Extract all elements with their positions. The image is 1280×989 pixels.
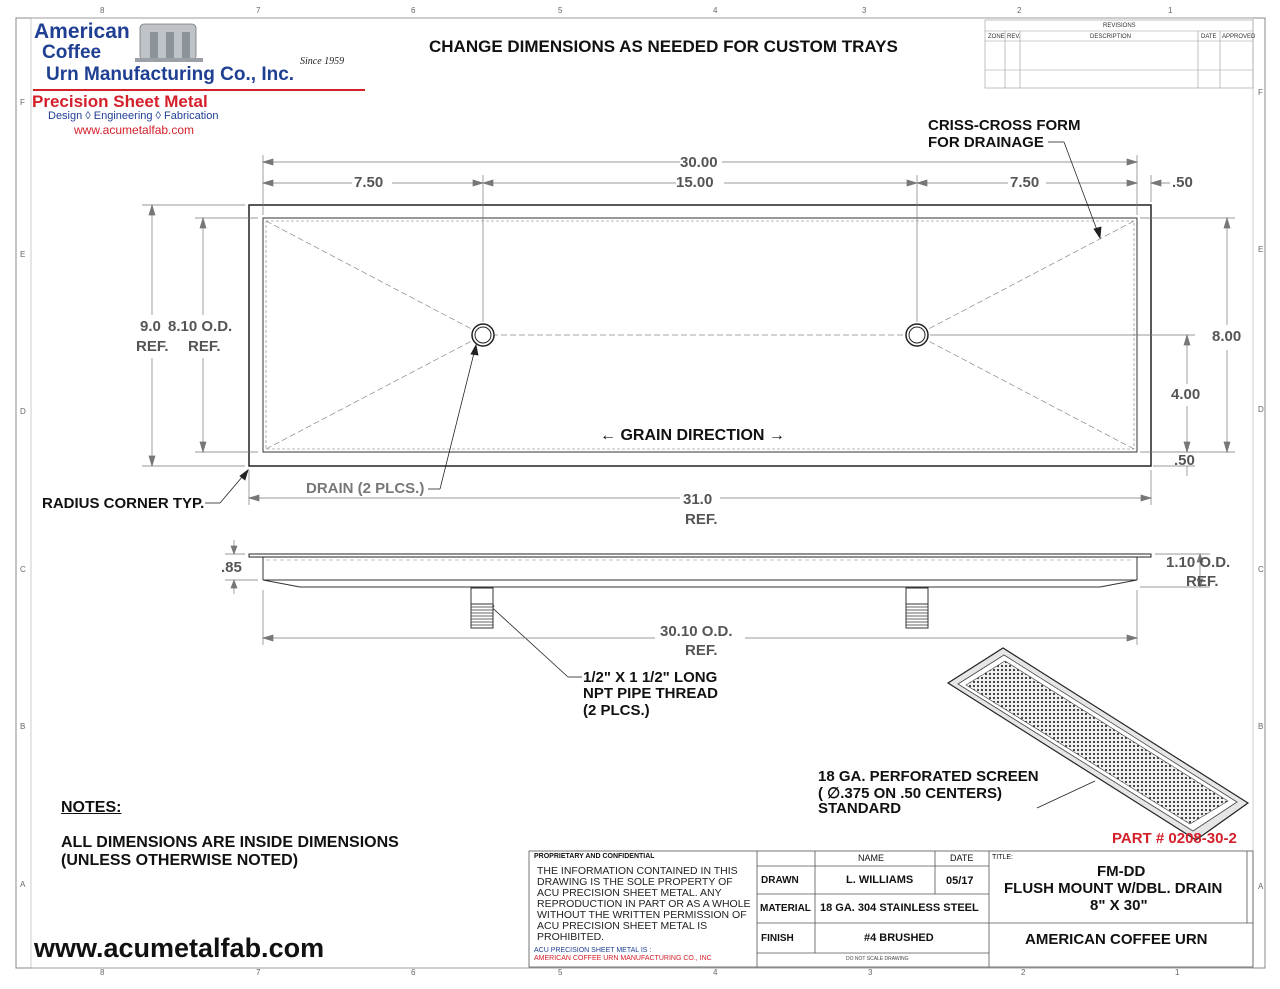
dim-half: 15.00 <box>676 174 714 191</box>
dim-height-ref-label: REF. <box>136 338 169 355</box>
callout-radius-corner: RADIUS CORNER TYP. <box>42 495 205 512</box>
callout-screen-2: ( ∅.375 ON .50 CENTERS) <box>818 785 1002 802</box>
ruler-bottom-8: 8 <box>100 968 105 977</box>
zone-right-b: B <box>1258 722 1264 731</box>
callout-pipe-thread-3: (2 PLCS.) <box>583 702 650 719</box>
notes-title: NOTES: <box>61 799 122 816</box>
dim-depth: .85 <box>221 559 242 576</box>
footer-url: www.acumetalfab.com <box>34 933 325 963</box>
do-not-scale: DO NOT SCALE DRAWING <box>846 956 909 962</box>
name-header: NAME <box>858 853 885 863</box>
title-line-2: FLUSH MOUNT W/DBL. DRAIN <box>1004 880 1223 897</box>
coffee-urn-icon <box>135 24 203 62</box>
zone-left-b: B <box>20 722 26 731</box>
ruler-bottom-6: 6 <box>411 968 416 977</box>
logo-tagline: Precision Sheet Metal <box>32 92 208 111</box>
acu-line-1: ACU PRECISION SHEET METAL IS : <box>534 947 652 954</box>
isometric-view <box>948 648 1248 840</box>
zone-right-c: C <box>1258 565 1264 574</box>
ruler-bottom-2: 2 <box>1021 968 1026 977</box>
dim-overall-ref-label: REF. <box>685 511 718 528</box>
drawn-name: L. WILLIAMS <box>846 874 914 886</box>
callout-grain-direction: ← GRAIN DIRECTION → <box>600 427 785 444</box>
proprietary-line-3: ACU PRECISION SHEET METAL. ANY <box>537 887 722 899</box>
notes-line-2: (UNLESS OTHERWISE NOTED) <box>61 852 299 869</box>
revisions-col-zone: ZONE <box>988 34 1005 40</box>
zone-right-a: A <box>1258 882 1264 891</box>
revisions-col-description: DESCRIPTION <box>1090 34 1132 40</box>
ruler-top-5: 5 <box>558 6 563 15</box>
drawn-date: 05/17 <box>946 875 974 887</box>
proprietary-line-2: DRAWING IS THE SOLE PROPERTY OF <box>537 876 733 888</box>
logo-url: www.acumetalfab.com <box>74 123 195 137</box>
part-number: PART # 0208-30-2 <box>1112 830 1237 847</box>
ruler-bottom-5: 5 <box>558 968 563 977</box>
dim-overall-inside: 30.00 <box>680 154 718 171</box>
dim-right-offset: 7.50 <box>1010 174 1040 191</box>
company-name: AMERICAN COFFEE URN <box>1025 931 1208 948</box>
logo-since: Since 1959 <box>300 56 345 67</box>
dim-od-length: 30.10 O.D. <box>660 623 733 640</box>
dim-bottom-flange: .50 <box>1174 452 1195 469</box>
ruler-bottom-4: 4 <box>713 968 718 977</box>
leader-lines <box>205 142 1101 808</box>
finish-label: FINISH <box>761 933 794 944</box>
inner-border <box>31 18 1256 968</box>
revisions-col-rev: REV. <box>1007 34 1021 40</box>
dim-od-length-label: REF. <box>685 642 718 659</box>
dim-right-flange: .50 <box>1172 174 1193 191</box>
zone-left-c: C <box>20 565 26 574</box>
dim-half-height: 4.00 <box>1171 386 1201 403</box>
ruler-top-4: 4 <box>713 6 718 15</box>
proprietary-heading: PROPRIETARY AND CONFIDENTIAL <box>534 853 655 860</box>
title-line-1: FM-DD <box>1097 863 1146 880</box>
revision-block-lines <box>985 20 1256 88</box>
logo-line2: Coffee <box>42 42 102 63</box>
callout-drain: DRAIN (2 PLCS.) <box>306 480 425 497</box>
callout-screen-3: STANDARD <box>818 800 902 817</box>
zone-right-e: E <box>1258 245 1264 254</box>
ruler-top-1: 1 <box>1168 6 1173 15</box>
revisions-col-approved: APPROVED <box>1222 34 1256 40</box>
callout-pipe-thread-2: NPT PIPE THREAD <box>583 685 719 702</box>
dim-od-height-label: REF. <box>188 338 221 355</box>
zone-right-d: D <box>1258 405 1264 414</box>
callout-pipe-thread-1: 1/2" X 1 1/2" LONG <box>583 669 718 686</box>
ruler-top-8: 8 <box>100 6 105 15</box>
ruler-top-2: 2 <box>1017 6 1022 15</box>
callout-criss-cross-2: FOR DRAINAGE <box>928 134 1044 151</box>
proprietary-line-4: REPRODUCTION IN PART OR AS A WHOLE <box>537 898 751 910</box>
zone-right-f: F <box>1258 88 1263 97</box>
ruler-bottom-1: 1 <box>1175 968 1180 977</box>
ruler-bottom-3: 3 <box>868 968 873 977</box>
logo-services: Design ◊ Engineering ◊ Fabrication <box>48 110 219 122</box>
dim-od-depth-label: REF. <box>1186 573 1219 590</box>
title-label: TITLE: <box>992 854 1014 861</box>
dim-left-offset: 7.50 <box>354 174 384 191</box>
drawn-label: DRAWN <box>761 875 799 886</box>
proprietary-line-5: WITHOUT THE WRITTEN PERMISSION OF <box>537 909 747 921</box>
ruler-top-6: 6 <box>411 6 416 15</box>
ruler-top-3: 3 <box>862 6 867 15</box>
proprietary-line-1: THE INFORMATION CONTAINED IN THIS <box>537 865 738 877</box>
callout-criss-cross-1: CRISS-CROSS FORM <box>928 117 1081 134</box>
dim-height-ref: 9.0 <box>140 318 161 335</box>
title-line-3: 8" X 30" <box>1090 897 1148 914</box>
proprietary-line-6: ACU PRECISION SHEET METAL IS <box>537 920 708 932</box>
date-header: DATE <box>950 853 974 863</box>
callout-screen-1: 18 GA. PERFORATED SCREEN <box>818 768 1039 785</box>
revisions-col-date: DATE <box>1201 34 1217 40</box>
finish-value: #4 BRUSHED <box>864 932 934 944</box>
zone-left-a: A <box>20 880 26 889</box>
dim-inside-height: 8.00 <box>1212 328 1242 345</box>
dim-od-height: 8.10 O.D. <box>168 318 233 335</box>
acu-line-2: AMERICAN COFFEE URN MANUFACTURING CO., INC <box>534 955 712 962</box>
zone-left-d: D <box>20 407 26 416</box>
zone-left-f: F <box>20 98 25 107</box>
dim-od-depth: 1.10 O.D. <box>1166 554 1231 571</box>
material-label: MATERIAL <box>760 903 811 914</box>
outer-border <box>16 18 1265 968</box>
dim-overall-ref: 31.0 <box>683 491 713 508</box>
ruler-top-7: 7 <box>256 6 261 15</box>
notes-line-1: ALL DIMENSIONS ARE INSIDE DIMENSIONS <box>61 834 399 851</box>
logo-line1: American <box>34 20 130 43</box>
proprietary-line-7: PROHIBITED. <box>537 931 605 943</box>
logo-line3: Urn Manufacturing Co., Inc. <box>46 64 295 85</box>
material-value: 18 GA. 304 STAINLESS STEEL <box>820 902 979 914</box>
header-note: CHANGE DIMENSIONS AS NEEDED FOR CUSTOM TRAYS <box>429 37 898 56</box>
ruler-bottom-7: 7 <box>256 968 261 977</box>
zone-left-e: E <box>20 250 26 259</box>
revisions-title: REVISIONS <box>1103 23 1136 29</box>
